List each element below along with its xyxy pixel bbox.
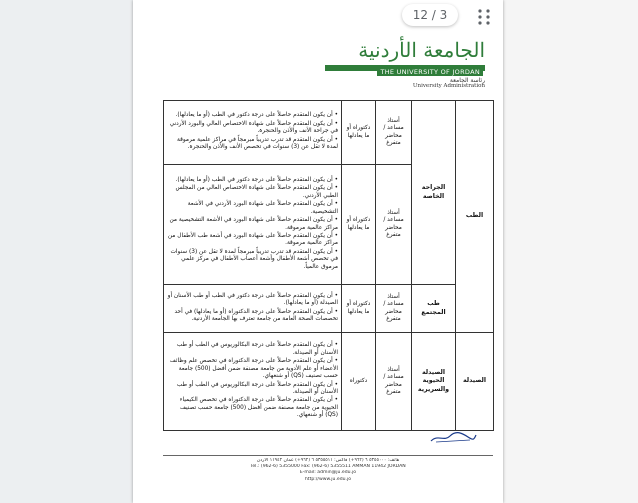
administration-arabic: رئاسة الجامعة — [449, 77, 485, 84]
rank-cell: أستاذ مساعد / محاضر متفرغ — [376, 165, 412, 285]
university-logo: الجامعة الأردنية — [358, 38, 485, 62]
rank-cell: أستاذ مساعد / محاضر متفرغ — [376, 333, 412, 431]
major-cell: الجراحة الخاصة — [412, 101, 456, 285]
requirement-item: • أن يكون المتقدم حاصلاً على شهادة البورد في الأشعة التشخيصية من مراكز عالمية مرموقة. — [169, 217, 338, 231]
viewer-background — [503, 0, 638, 503]
requirement-item: • أن يكون المتقدم حاصلاً على درجة دكتور في الطب (أو ما يعادلها). — [175, 112, 338, 119]
table-row — [164, 333, 494, 431]
requirement-item: • أن يكون المتقدم حاصلاً على درجة الدكتوراه في تخصص الكيمياء الحيوية من جامعة مصنفة ضمن أفضل (500) جامعة حسب تصنيف (QS) أو شنغهاي. — [179, 397, 338, 419]
administration-english: University Administration — [412, 83, 485, 89]
university-name: THE UNIVERSITY OF JORDAN — [377, 68, 483, 76]
requirement-item: • أن يكون المتقدم حاصلاً على درجة الدكتوراه (أو ما يعادلها) في أحد تخصصات الصحة العامة من جامعة تعترف بها الجامعة الأردنية. — [174, 308, 338, 322]
degree-cell: دكتوراه أو ما يعادلها — [342, 285, 376, 333]
rank-cell: أستاذ مساعد / محاضر متفرغ — [376, 101, 412, 165]
requirement-item: • أن يكون المتقدم حاصلاً على درجة البكالوريوس في الطب أو طب الأسنان أو الصيدلة. — [176, 342, 338, 356]
requirement-item: • أن يكون المتقدم حاصلاً على درجة الدكتوراه في تخصص علم وظائف الأعضاء أو علم الأدوية من جامعة مصنفة ضمن أفضل (500) جامعة حسب تصنيف (QS) أو شنغهاي. — [169, 358, 338, 380]
requirements-cell — [164, 101, 342, 165]
degree-cell: دكتوراه — [342, 333, 376, 431]
footer-email: E-mail: admin@ju.edu.jo — [299, 470, 357, 476]
footer-website: http://www.ju.edu.jo — [304, 476, 352, 482]
degree-cell: دكتوراه أو ما يعادلها — [342, 101, 376, 165]
table-row — [164, 101, 494, 165]
requirement-item: • أن يكون المتقدم حاصلاً على شهادة البورد في أشعة طب الأطفال من مراكز عالمية مرموقة. — [167, 232, 338, 247]
signature-mark — [428, 430, 478, 444]
letterhead — [325, 38, 485, 90]
table-row — [164, 285, 494, 333]
major-cell: الصيدلة الحيوية والسريرية — [412, 333, 456, 431]
department-cell: الطب — [456, 101, 494, 333]
vacancy-table — [163, 100, 494, 431]
grid-dots-icon — [477, 8, 491, 26]
degree-cell: دكتوراه أو ما يعادلها — [342, 165, 376, 285]
page-counter: 12 / 3 — [402, 4, 458, 26]
apps-grid-button[interactable] — [469, 2, 499, 32]
requirement-item: • أن يكون المتقدم حاصلاً على شهادة الاختصاص العالي من المجلس الطبي الأردني. — [175, 185, 338, 199]
rank-cell: أستاذ مساعد / محاضر متفرغ — [376, 285, 412, 333]
page-footer — [163, 455, 493, 483]
requirement-item: • أن يكون المتقدم حاصلاً على درجة دكتور في الطب (أو ما يعادلها). — [175, 177, 338, 184]
footer-contact-arabic: هاتف: ٥٣٥٥٠٠٠ ٦ (٩٦٢+) فاكس: ٥٣٥٥٥١١ ٦ (٩٦٢+) عمان ١١٩٤٢ الأردن — [256, 458, 400, 463]
requirements-cell — [164, 285, 342, 333]
department-cell: الصيدلة — [456, 333, 494, 431]
major-cell: طب المجتمع — [412, 285, 456, 333]
requirement-item: • أن يكون المتقدم حاصلاً على شهادة الاختصاص العالي والبورد الأردني في جراحة الأنف والأذن والحنجرة. — [169, 120, 338, 135]
document-page — [133, 0, 503, 503]
footer-contact-english: Tel.: (962-6) 5355000 Fax: (962-6) 5355511 AMMAN 11942 JORDAN — [250, 464, 406, 470]
requirement-item: • أن يكون المتقدم حاصلاً على درجة دكتور في الطب أو طب الأسنان أو الصيدلة (أو ما يعادلها). — [167, 292, 338, 307]
requirements-cell — [164, 165, 342, 285]
requirement-item: • أن يكون المتقدم حاصلاً على شهادة البورد الأردني في الأشعة التشخيصية. — [187, 201, 338, 215]
requirement-item: • أن يكون المتقدم قد تدرب تدريباً مبرمجاً لمدة لا تقل عن (3) سنوات في تخصص أشعة الأطفال وأشعة أعصاب الأطفال في مركز علمي مرموق عالمياً. — [170, 248, 338, 270]
requirement-item: • أن يكون المتقدم قد تدرب تدريباً مبرمجاً في مراكز علمية مرموقة لمدة لا تقل عن (3) سنوات في تخصص الأنف والأذن والحنجرة. — [177, 136, 338, 151]
requirements-cell — [164, 333, 342, 431]
requirement-item: • أن يكون المتقدم حاصلاً على درجة البكالوريوس في الطب أو طب الأسنان أو الصيدلة. — [176, 381, 338, 395]
